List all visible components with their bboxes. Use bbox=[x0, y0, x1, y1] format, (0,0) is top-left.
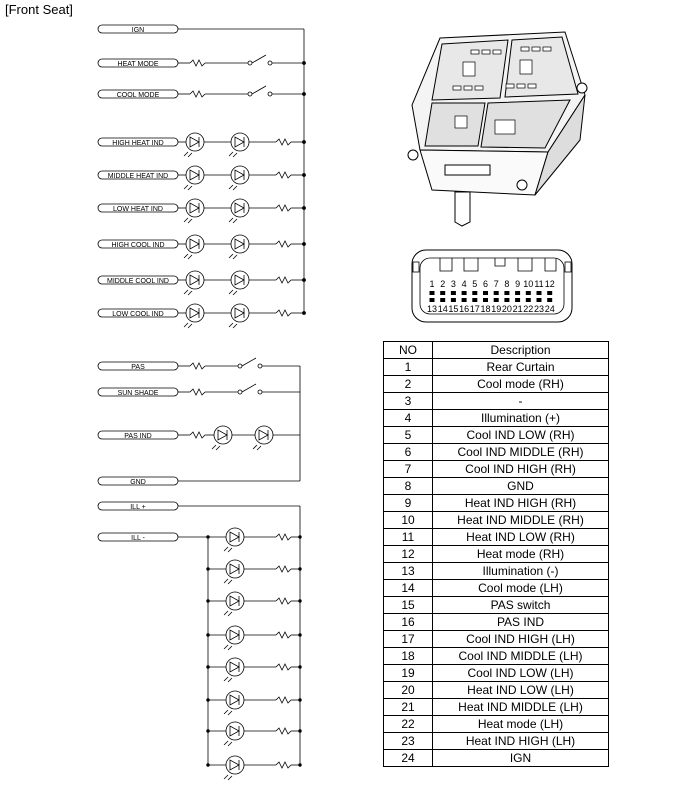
connector-pin-label: 16 bbox=[459, 304, 470, 314]
pin-number: 4 bbox=[384, 410, 433, 427]
pin-description: PAS switch bbox=[433, 597, 609, 614]
circuit-label: PAS bbox=[131, 364, 145, 371]
connector-pin-label: 24 bbox=[544, 304, 555, 314]
pin-number: 21 bbox=[384, 699, 433, 716]
table-row bbox=[384, 461, 609, 478]
pin-description: Illumination (+) bbox=[433, 410, 609, 427]
table-row bbox=[384, 495, 609, 512]
circuit-label: PAS IND bbox=[124, 433, 152, 440]
table-row bbox=[384, 546, 609, 563]
connector-pin-label: 2 bbox=[440, 279, 446, 289]
table-row bbox=[384, 563, 609, 580]
connector-pin-label: 18 bbox=[480, 304, 491, 314]
table-row bbox=[384, 478, 609, 495]
table-row bbox=[384, 750, 609, 767]
pin-number: 14 bbox=[384, 580, 433, 597]
pin-description: GND bbox=[433, 478, 609, 495]
table-row bbox=[384, 665, 609, 682]
table-row bbox=[384, 580, 609, 597]
pin-number: 18 bbox=[384, 648, 433, 665]
connector-pin-label: 10 bbox=[523, 279, 534, 289]
connector-pin-label: 11 bbox=[534, 279, 544, 289]
table-row bbox=[384, 614, 609, 631]
circuit-label: HIGH HEAT IND bbox=[112, 140, 164, 147]
circuit-label: COOL MODE bbox=[116, 92, 160, 99]
connector-pin-label: 15 bbox=[448, 304, 459, 314]
pin-description: Cool IND LOW (LH) bbox=[433, 665, 609, 682]
table-row bbox=[384, 597, 609, 614]
circuit-label: SUN SHADE bbox=[117, 390, 159, 397]
pin-number: 20 bbox=[384, 682, 433, 699]
connector-pin-label: 9 bbox=[515, 279, 521, 289]
table-row bbox=[384, 716, 609, 733]
connector-pin-label: 14 bbox=[437, 304, 448, 314]
pin-description: Heat IND HIGH (RH) bbox=[433, 495, 609, 512]
pin-number: 24 bbox=[384, 750, 433, 767]
table-row bbox=[384, 410, 609, 427]
pin-description: Cool IND MIDDLE (LH) bbox=[433, 648, 609, 665]
connector-pin-label: 5 bbox=[472, 279, 478, 289]
table-row bbox=[384, 733, 609, 750]
pin-number: 5 bbox=[384, 427, 433, 444]
pin-description: Cool mode (LH) bbox=[433, 580, 609, 597]
pin-description: Cool IND LOW (RH) bbox=[433, 427, 609, 444]
pin-description: Cool IND MIDDLE (RH) bbox=[433, 444, 609, 461]
pin-description: Illumination (-) bbox=[433, 563, 609, 580]
table-row bbox=[384, 699, 609, 716]
table-row bbox=[384, 393, 609, 410]
circuit-label: ILL + bbox=[130, 504, 146, 511]
pin-number: 12 bbox=[384, 546, 433, 563]
pin-description: Cool IND HIGH (RH) bbox=[433, 461, 609, 478]
circuit-label: HEAT MODE bbox=[117, 61, 159, 68]
pin-number: 3 bbox=[384, 393, 433, 410]
table-row bbox=[384, 512, 609, 529]
connector-face bbox=[412, 250, 572, 322]
pin-number: 23 bbox=[384, 733, 433, 750]
connector-pin-label: 13 bbox=[426, 304, 438, 314]
connector-pin-label: 3 bbox=[450, 279, 456, 289]
pin-description: Cool IND HIGH (LH) bbox=[433, 631, 609, 648]
pin-description: Heat IND MIDDLE (LH) bbox=[433, 699, 609, 716]
pin-number: 19 bbox=[384, 665, 433, 682]
connector-pin-label: 19 bbox=[491, 304, 502, 314]
page-title: [Front Seat] bbox=[5, 2, 73, 17]
header-description: Description bbox=[433, 342, 609, 359]
table-row bbox=[384, 359, 609, 376]
pin-number: 13 bbox=[384, 563, 433, 580]
connector-pin-label: 6 bbox=[482, 279, 489, 289]
pin-description: Heat mode (RH) bbox=[433, 546, 609, 563]
circuit-label: LOW COOL IND bbox=[112, 311, 164, 318]
pin-number: 2 bbox=[384, 376, 433, 393]
pin-description: Rear Curtain bbox=[433, 359, 609, 376]
pin-number: 7 bbox=[384, 461, 433, 478]
table-row bbox=[384, 444, 609, 461]
circuit-label: MIDDLE HEAT IND bbox=[107, 173, 169, 180]
pin-description: Heat IND HIGH (LH) bbox=[433, 733, 609, 750]
pin-table bbox=[383, 341, 609, 767]
pin-number: 8 bbox=[384, 478, 433, 495]
table-row bbox=[384, 682, 609, 699]
pin-description: Heat mode (LH) bbox=[433, 716, 609, 733]
connector-pin-label: 7 bbox=[493, 279, 499, 289]
table-row bbox=[384, 376, 609, 393]
connector-pin-label: 4 bbox=[461, 279, 467, 289]
switch-module-illustration bbox=[408, 32, 587, 226]
connector-pin-label: 8 bbox=[504, 279, 510, 289]
pin-description: Cool mode (RH) bbox=[433, 376, 609, 393]
circuit-label: IGN bbox=[131, 27, 145, 34]
connector-pin-label: 17 bbox=[469, 304, 480, 314]
connector-pin-label: 22 bbox=[523, 304, 534, 314]
header-no: NO bbox=[384, 342, 433, 359]
circuit-label: HIGH COOL IND bbox=[111, 242, 165, 249]
pin-number: 9 bbox=[384, 495, 433, 512]
pin-number: 1 bbox=[384, 359, 433, 376]
connector-pin-label: 20 bbox=[501, 304, 512, 314]
pin-number: 11 bbox=[384, 529, 433, 546]
pin-description: - bbox=[433, 393, 609, 410]
pin-number: 22 bbox=[384, 716, 433, 733]
table-row bbox=[384, 648, 609, 665]
pin-number: 6 bbox=[384, 444, 433, 461]
pin-description: Heat IND MIDDLE (RH) bbox=[433, 512, 609, 529]
pin-description: Heat IND LOW (RH) bbox=[433, 529, 609, 546]
connector-pin-label: 23 bbox=[533, 304, 545, 314]
table-row bbox=[384, 631, 609, 648]
circuit-label: ILL - bbox=[131, 535, 145, 542]
pin-number: 15 bbox=[384, 597, 433, 614]
pin-table-header bbox=[384, 342, 609, 359]
pin-description: PAS IND bbox=[433, 614, 609, 631]
pin-number: 16 bbox=[384, 614, 433, 631]
pin-number: 17 bbox=[384, 631, 433, 648]
connector-pin-label: 12 bbox=[544, 279, 555, 289]
connector-pin-label: 1 bbox=[429, 279, 435, 289]
connector-pin-label: 21 bbox=[512, 304, 523, 314]
table-row bbox=[384, 529, 609, 546]
pin-description: Heat IND LOW (LH) bbox=[433, 682, 609, 699]
circuit-label: MIDDLE COOL IND bbox=[107, 278, 169, 285]
circuit-label: LOW HEAT IND bbox=[113, 206, 163, 213]
circuit-label: GND bbox=[130, 479, 146, 486]
pin-number: 10 bbox=[384, 512, 433, 529]
pin-description: IGN bbox=[433, 750, 609, 767]
table-row bbox=[384, 427, 609, 444]
